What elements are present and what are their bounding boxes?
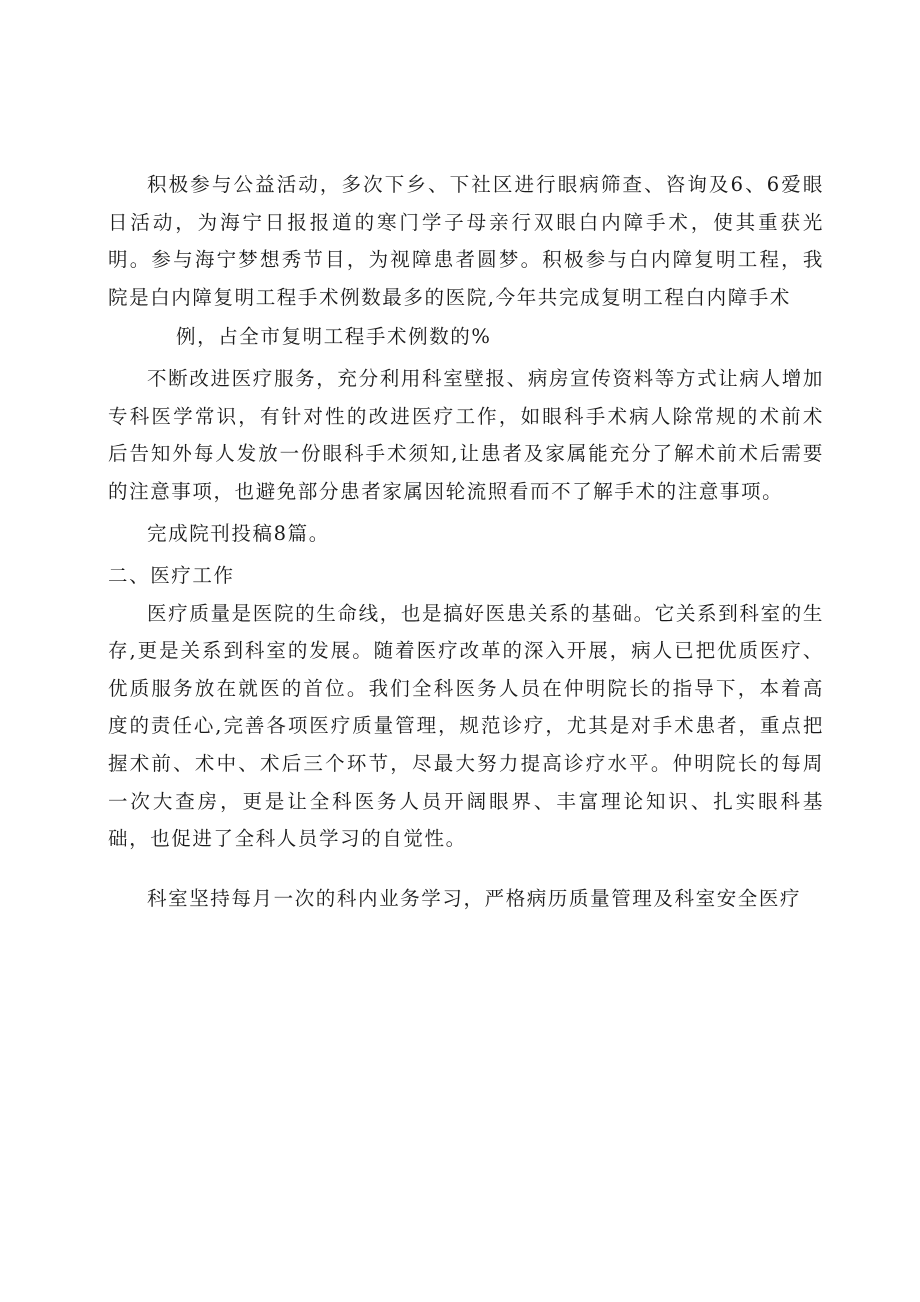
section-heading-medical-work: 二、医疗工作 bbox=[108, 563, 235, 587]
paragraph-monthly-study: 科室坚持每月一次的科内业务学习，严格病历质量管理及科室安全医疗 bbox=[147, 886, 802, 910]
paragraph-medical-quality: 医疗质量是医院的生命线，也是搞好医患关系的基础。它关系到科室的生存,更是关系到科室的发展。随着医疗改革的深入开展，病人已把优质医疗、优质服务放在就医的首位。我们全科医务人员在仲明院长的指导下，本着高度的责任心,完善各项医疗质量管理，规范诊疗，尤其是对手术患者，重点把握术前、术中、术后三个环节，尽最大努力提高诊疗水平。仲明院长的每周一次大查房，更是让全科医务人员开阔眼界、丰富理论知识、扎实眼科基础，也促进了全科人员学习的自觉性。 bbox=[108, 601, 824, 851]
document-body bbox=[108, 166, 824, 917]
paragraph-public-welfare: 积极参与公益活动，多次下乡、下社区进行眼病筛查、咨询及6、6爱眼日活动，为海宁日报报道的寒门学子母亲行双眼白内障手术，使其重获光明。参与海宁梦想秀节目，为视障患者圆梦。积极参与白内障复明工程，我院是白内障复明工程手术例数最多的医院,今年共完成复明工程白内障手术 bbox=[108, 173, 824, 309]
paragraph-journal-submissions: 完成院刊投稿8篇。 bbox=[147, 522, 330, 546]
paragraph-surgery-ratio: 例，占全市复明工程手术例数的% bbox=[176, 325, 492, 349]
paragraph-service-improvement: 不断改进医疗服务，充分利用科室壁报、病房宣传资料等方式让病人增加专科医学常识，有针对性的改进医疗工作，如眼科手术病人除常规的术前术后告知外每人发放一份眼科手术须知,让患者及家属能充分了解术前术后需要的注意事项，也避免部分患者家属因轮流照看而不了解手术的注意事项。 bbox=[108, 366, 824, 503]
